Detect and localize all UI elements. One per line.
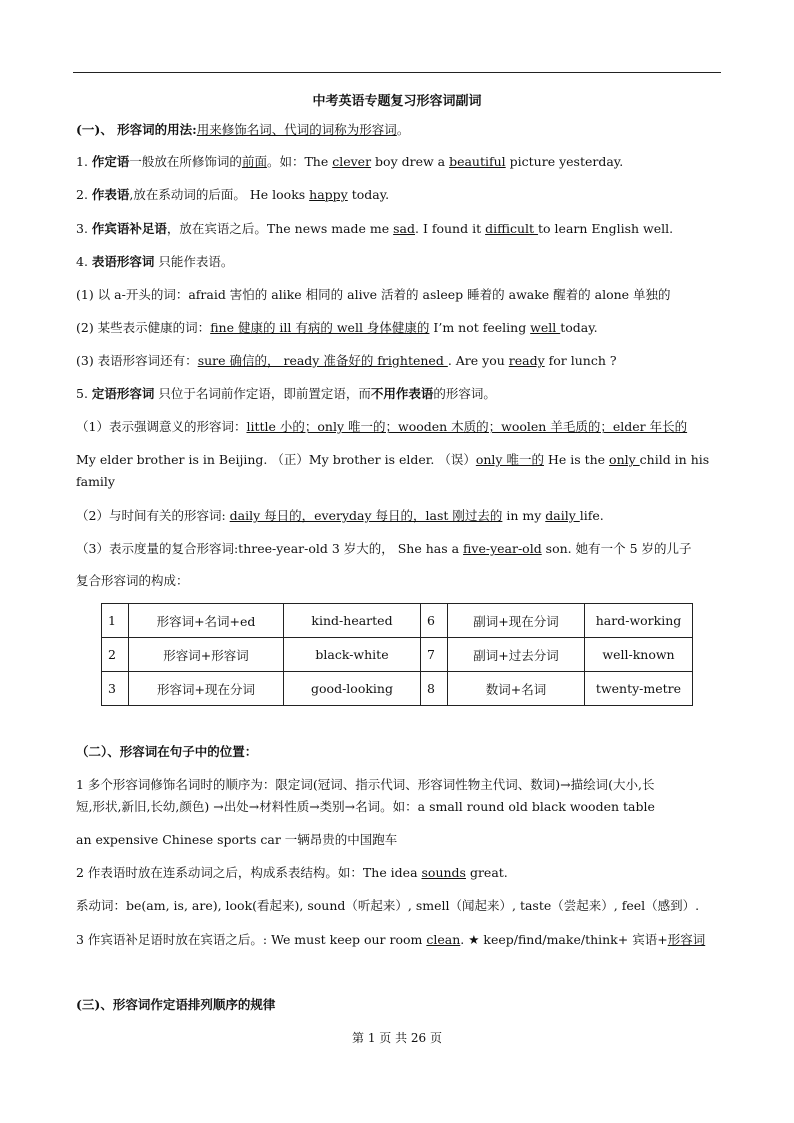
header-rule (73, 72, 721, 73)
usage-5-item-2: （2）与时间有关的形容词: daily 每日的，everyday 每日的，last 刚过去的 in my daily life. (76, 508, 604, 523)
position-1-line-2: 短,形状,新旧,长幼,颜色) →出处→材料性质→类别→名词。如：a small round old black wooden table (76, 799, 655, 814)
section-3-heading: (三)、形容词作定语排列顺序的规律 (76, 997, 276, 1012)
usage-4-item-2: (2) 某些表示健康的词：fine 健康的 ill 有病的 well 身体健康的 I’m not feeling well today. (76, 320, 598, 335)
usage-5-item-1: （1）表示强调意义的形容词：little 小的；only 唯一的；wooden 木质的；woolen 羊毛质的；elder 年长的 (76, 419, 688, 434)
section-1-heading: (一)、 形容词的用法:用来修饰名词、代词的词称为形容词。 (76, 122, 410, 137)
usage-5-item-3: （3）表示度量的复合形容词:three-year-old 3 岁大的， She has a five-year-old son. 她有一个 5 岁的儿子 (76, 541, 692, 556)
usage-5-attributive-adjectives: 5. 定语形容词 只位于名词前作定语，即前置定语，而不用作表语的形容词。 (76, 386, 496, 401)
usage-2-predicative: 2. 作表语,放在系动词的后面。 He looks happy today. (76, 187, 390, 202)
usage-5-item-1-example: My elder brother is in Beijing. （正）My brother is elder. （误）only 唯一的 He is the only child in his (76, 452, 710, 467)
table-row: 3 形容词+现在分词 good-looking 8 数词+名词 twenty-metre (102, 672, 693, 706)
linking-verbs: 系动词：be(am, is, are), look(看起来), sound（听起来）, smell（闻起来）, taste（尝起来）, feel（感到）. (76, 898, 700, 913)
usage-5-item-1-example-cont: family (76, 474, 115, 489)
compound-adjective-table (101, 603, 693, 706)
position-2: 2 作表语时放在连系动词之后，构成系表结构。如：The idea sounds great. (76, 865, 508, 880)
section-2-heading: （二）、形容词在句子中的位置： (76, 744, 258, 759)
page-title: 中考英语专题复习形容词副词 (312, 94, 482, 109)
table-row: 2 形容词+形容词 black-white 7 副词+过去分词 well-known (102, 638, 693, 672)
usage-4-item-3: (3) 表语形容词还有：sure 确信的， ready 准备好的 frightened . Are you ready for lunch ? (76, 353, 617, 368)
table-row: 1 形容词+名词+ed kind-hearted 6 副词+现在分词 hard-working (102, 604, 693, 638)
position-3: 3 作宾语补足语时放在宾语之后。: We must keep our room clean. ★ keep/find/make/think+ 宾语+形容词 (76, 932, 706, 947)
usage-1-attributive: 1. 作定语一般放在所修饰词的前面。如：The clever boy drew a beautiful picture yesterday. (76, 154, 624, 169)
position-1-line-1: 1 多个形容词修饰名词时的顺序为：限定词(冠词、指示代词、形容词性物主代词、数词)→描绘词(大小,长 (76, 777, 655, 792)
usage-3-object-complement: 3. 作宾语补足语，放在宾语之后。The news made me sad. I found it difficult to learn English well. (76, 221, 674, 236)
page-number-footer: 第 1 页 共 26 页 (352, 1031, 442, 1045)
usage-4-predicative-adjectives: 4. 表语形容词 只能作表语。 (76, 254, 234, 269)
compound-adjective-label: 复合形容词的构成： (76, 573, 189, 588)
position-1-example: an expensive Chinese sports car 一辆昂贵的中国跑车 (76, 832, 398, 847)
usage-4-item-1: (1) 以 a-开头的词：afraid 害怕的 alike 相同的 alive 活着的 asleep 睡着的 awake 醒着的 alone 单独的 (76, 287, 671, 302)
